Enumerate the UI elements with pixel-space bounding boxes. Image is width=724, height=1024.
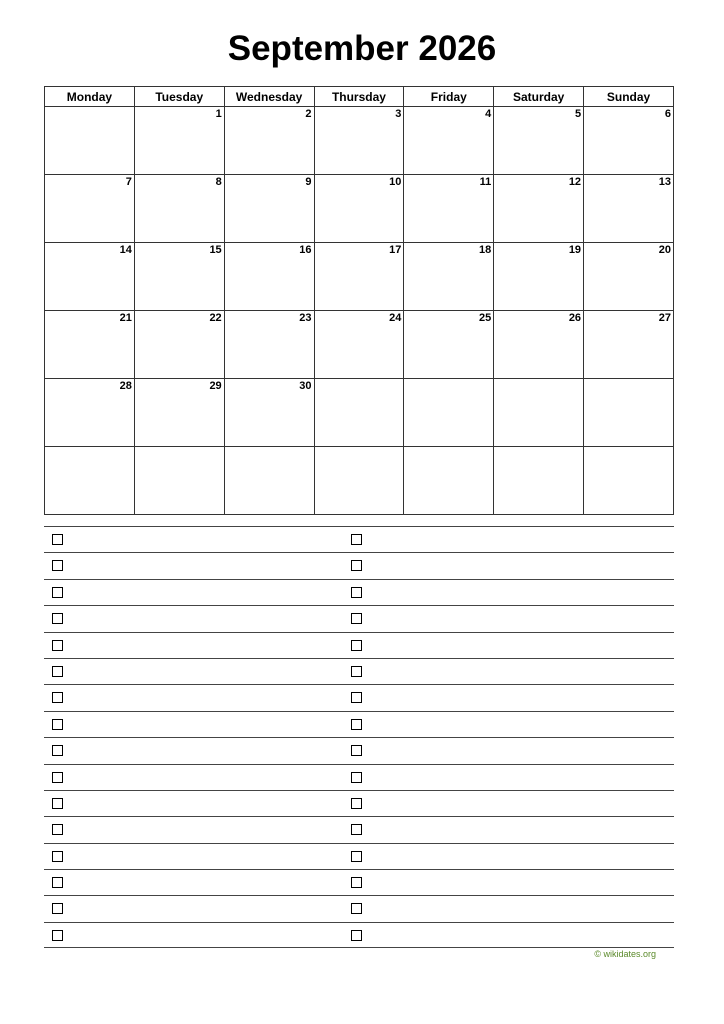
checkbox[interactable]	[52, 903, 63, 914]
checkbox[interactable]	[52, 745, 63, 756]
checkbox[interactable]	[351, 640, 362, 651]
checklist-row	[44, 922, 674, 948]
weekday-header-tuesday: Tuesday	[134, 87, 224, 107]
checklist-row	[44, 843, 674, 869]
checklist-row	[44, 658, 674, 684]
day-number	[315, 447, 404, 448]
calendar-day-cell[interactable]	[45, 311, 135, 379]
weekday-header-thursday: Thursday	[314, 87, 404, 107]
weekday-header-sunday: Sunday	[584, 87, 674, 107]
calendar-day-cell[interactable]	[224, 379, 314, 447]
checkbox[interactable]	[52, 560, 63, 571]
checklist-row	[44, 869, 674, 895]
day-number: 23	[299, 312, 312, 324]
checkbox[interactable]	[351, 903, 362, 914]
calendar-day-cell[interactable]	[45, 243, 135, 311]
calendar-week-row	[45, 107, 674, 175]
day-number	[404, 447, 493, 448]
day-number	[135, 447, 224, 448]
checkbox[interactable]	[351, 534, 362, 545]
day-number: 20	[658, 244, 671, 256]
calendar-day-cell[interactable]	[314, 447, 404, 515]
checkbox[interactable]	[351, 851, 362, 862]
calendar-day-cell[interactable]	[134, 447, 224, 515]
day-number: 4	[485, 108, 492, 120]
day-number	[315, 379, 404, 380]
checklist-row	[44, 711, 674, 737]
calendar-day-cell[interactable]	[404, 447, 494, 515]
calendar-day-cell[interactable]	[134, 175, 224, 243]
calendar-day-cell[interactable]	[134, 311, 224, 379]
calendar-day-cell[interactable]	[134, 243, 224, 311]
checklist-row	[44, 526, 674, 552]
checklist-row	[44, 684, 674, 710]
page-title: September 2026	[227, 29, 497, 68]
day-number: 22	[209, 312, 222, 324]
calendar-day-cell[interactable]	[45, 175, 135, 243]
calendar-day-cell[interactable]	[314, 243, 404, 311]
checklist-row	[44, 816, 674, 842]
day-number: 9	[305, 176, 312, 188]
calendar-day-cell[interactable]	[494, 379, 584, 447]
calendar-day-cell[interactable]	[494, 243, 584, 311]
day-number: 28	[119, 380, 132, 392]
weekday-header-wednesday: Wednesday	[224, 87, 314, 107]
day-number: 12	[568, 176, 582, 188]
day-number: 6	[664, 108, 671, 120]
checkbox[interactable]	[52, 877, 63, 888]
checkbox[interactable]	[52, 719, 63, 730]
calendar-day-cell[interactable]	[494, 447, 584, 515]
checkbox[interactable]	[351, 613, 362, 624]
day-number: 17	[389, 244, 402, 256]
calendar-day-cell[interactable]	[224, 447, 314, 515]
calendar-day-cell[interactable]	[314, 175, 404, 243]
checkbox[interactable]	[351, 587, 362, 598]
calendar-day-cell[interactable]	[494, 311, 584, 379]
checklist-row	[44, 790, 674, 816]
calendar-day-cell[interactable]	[134, 107, 224, 175]
checkbox[interactable]	[351, 877, 362, 888]
day-number	[494, 447, 583, 448]
calendar-day-cell[interactable]	[224, 243, 314, 311]
day-number	[45, 107, 134, 108]
day-number: 26	[568, 312, 582, 324]
day-number: 7	[125, 176, 132, 188]
calendar-day-cell[interactable]	[134, 379, 224, 447]
day-number: 10	[389, 176, 402, 188]
calendar-day-cell[interactable]	[314, 107, 404, 175]
checkbox[interactable]	[52, 666, 63, 677]
day-number: 30	[299, 380, 312, 392]
checklist-row	[44, 605, 674, 631]
weekday-header-saturday: Saturday	[494, 87, 584, 107]
weekday-header-monday: Monday	[45, 87, 135, 107]
calendar-day-cell[interactable]	[404, 107, 494, 175]
checkbox[interactable]	[351, 719, 362, 730]
checkbox[interactable]	[351, 666, 362, 677]
calendar-day-cell[interactable]	[584, 311, 674, 379]
calendar-day-cell[interactable]	[314, 311, 404, 379]
calendar-day-cell[interactable]	[224, 175, 314, 243]
calendar-day-cell[interactable]	[404, 243, 494, 311]
day-number: 3	[395, 108, 402, 120]
day-number	[584, 379, 673, 380]
day-number: 29	[209, 380, 222, 392]
weekday-header-row	[45, 87, 674, 107]
weekday-header-friday: Friday	[404, 87, 494, 107]
calendar-week-row	[45, 447, 674, 515]
calendar-day-cell[interactable]	[224, 311, 314, 379]
day-number: 14	[119, 244, 132, 256]
calendar-day-cell[interactable]	[494, 107, 584, 175]
day-number	[584, 447, 673, 448]
checklist-row	[44, 895, 674, 921]
calendar-day-cell[interactable]	[45, 447, 135, 515]
day-number: 8	[215, 176, 222, 188]
checkbox[interactable]	[351, 798, 362, 809]
checkbox[interactable]	[52, 824, 63, 835]
checkbox[interactable]	[52, 798, 63, 809]
checklist-row	[44, 552, 674, 578]
calendar-day-cell[interactable]	[584, 379, 674, 447]
checkbox[interactable]	[351, 930, 362, 941]
day-number: 24	[389, 312, 402, 324]
checkbox[interactable]	[52, 692, 63, 703]
day-number: 16	[299, 244, 312, 256]
checkbox[interactable]	[52, 930, 63, 941]
calendar-day-cell[interactable]	[314, 379, 404, 447]
calendar-week-row	[45, 175, 674, 243]
checkbox[interactable]	[52, 772, 63, 783]
calendar-week-row	[45, 243, 674, 311]
day-number: 11	[479, 176, 492, 188]
checkbox[interactable]	[52, 587, 63, 598]
day-number: 18	[478, 244, 492, 256]
checklist-row	[44, 632, 674, 658]
checkbox[interactable]	[351, 692, 362, 703]
day-number	[225, 447, 314, 448]
calendar-day-cell[interactable]	[584, 447, 674, 515]
checkbox[interactable]	[351, 560, 362, 571]
checklist	[44, 526, 674, 948]
calendar-week-row	[45, 311, 674, 379]
day-number: 15	[209, 244, 222, 256]
day-number	[494, 379, 583, 380]
day-number: 1	[215, 108, 222, 120]
day-number: 5	[574, 108, 582, 120]
day-number: 21	[119, 312, 132, 324]
checkbox[interactable]	[351, 745, 362, 756]
day-number: 13	[658, 176, 671, 188]
day-number: 27	[658, 312, 671, 324]
day-number	[404, 379, 493, 380]
checkbox[interactable]	[52, 640, 63, 651]
calendar-day-cell[interactable]	[494, 175, 584, 243]
calendar-day-cell[interactable]	[584, 243, 674, 311]
calendar-day-cell[interactable]	[584, 107, 674, 175]
footer-credit: © wikidates.org	[594, 949, 656, 959]
checkbox[interactable]	[52, 851, 63, 862]
checkbox[interactable]	[52, 613, 63, 624]
calendar-day-cell[interactable]	[404, 175, 494, 243]
calendar-day-cell[interactable]	[45, 379, 135, 447]
checkbox[interactable]	[52, 534, 63, 545]
checkbox[interactable]	[351, 772, 362, 783]
calendar-grid	[44, 86, 674, 515]
calendar-day-cell[interactable]	[45, 107, 135, 175]
calendar-day-cell[interactable]	[404, 379, 494, 447]
calendar-week-row	[45, 379, 674, 447]
day-number: 25	[478, 312, 492, 324]
day-number: 2	[305, 108, 312, 120]
checklist-row	[44, 579, 674, 605]
calendar-day-cell[interactable]	[584, 175, 674, 243]
day-number: 19	[568, 244, 582, 256]
checkbox[interactable]	[351, 824, 362, 835]
checklist-row	[44, 737, 674, 763]
day-number	[45, 447, 134, 448]
calendar-day-cell[interactable]	[224, 107, 314, 175]
checklist-row	[44, 764, 674, 790]
calendar-day-cell[interactable]	[404, 311, 494, 379]
